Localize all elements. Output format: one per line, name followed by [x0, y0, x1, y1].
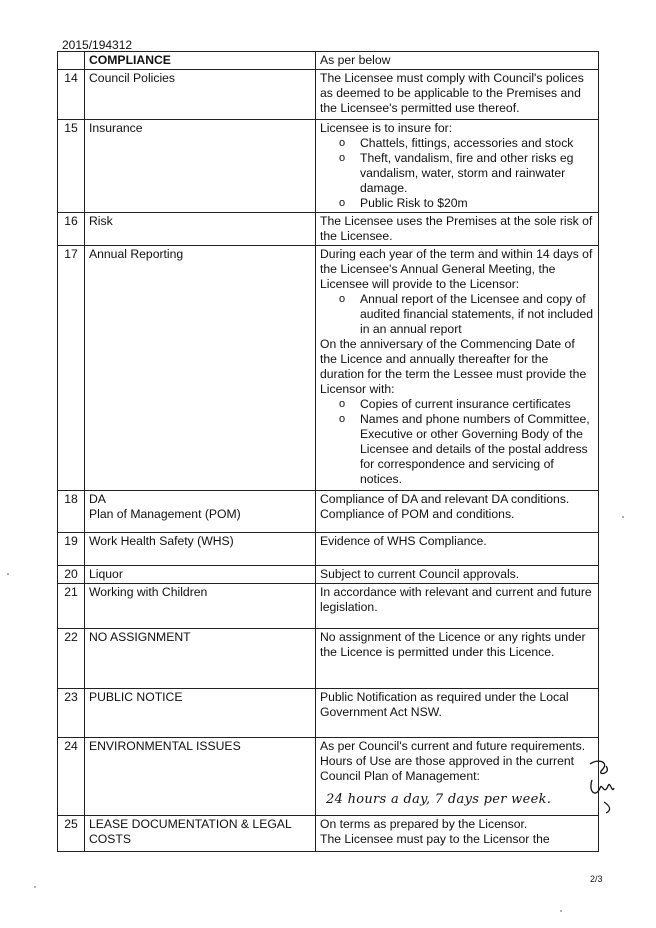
row-item: LEASE DOCUMENTATION & LEGAL COSTS — [85, 816, 316, 852]
row-detail — [316, 816, 599, 852]
table-row — [58, 246, 599, 491]
row-number: 23 — [58, 689, 85, 738]
row-number: 24 — [58, 738, 85, 816]
row-detail: Subject to current Council approvals. — [316, 566, 599, 584]
bullet-item: o Public Risk to $20m — [360, 196, 594, 211]
row-detail: No assignment of the Licence or any rights under the Licence is permitted under this Licence. — [316, 629, 599, 689]
table-row — [58, 816, 599, 852]
row-number: 17 — [58, 246, 85, 491]
item-line: DA — [89, 492, 106, 506]
row-detail: In accordance with relevant and current and future legislation. — [316, 584, 599, 629]
bullet-item: o Copies of current insurance certificates — [360, 397, 594, 412]
detail-line: On terms as prepared by the Licensor. — [320, 817, 528, 831]
row-number: 14 — [58, 70, 85, 120]
handwritten-note: 24 hours a day, 7 days per week. — [326, 792, 552, 807]
row-detail — [316, 491, 599, 533]
bullet-list — [320, 136, 594, 211]
row-item: ENVIRONMENTAL ISSUES — [85, 738, 316, 816]
table-row — [58, 629, 599, 689]
bullet-list — [320, 397, 594, 487]
row-number: 22 — [58, 629, 85, 689]
bullet-item: o Annual report of the Licensee and copy of audited financial statements, if not included in an annual report — [360, 292, 594, 337]
detail-line: Compliance of DA and relevant DA conditions. — [320, 492, 570, 506]
row-detail: Evidence of WHS Compliance. — [316, 533, 599, 566]
table-row — [58, 689, 599, 738]
table-row — [58, 213, 599, 246]
table-row — [58, 70, 599, 120]
page-number: 2/3 — [590, 874, 603, 884]
row-item: Working with Children — [85, 584, 316, 629]
bullet-item: o Chattels, fittings, accessories and stock — [360, 136, 594, 151]
scan-speck — [622, 516, 624, 518]
row-detail: Public Notification as required under the Local Government Act NSW. — [316, 689, 599, 738]
row-item: Liquor — [85, 566, 316, 584]
compliance-table — [57, 51, 599, 852]
row-detail — [316, 120, 599, 213]
row-item: PUBLIC NOTICE — [85, 689, 316, 738]
detail-line: Compliance of POM and conditions. — [320, 507, 515, 521]
scan-speck — [560, 910, 562, 912]
table-row — [58, 584, 599, 629]
table-row — [58, 566, 599, 584]
table-row — [58, 738, 599, 816]
header-detail: As per below — [316, 52, 599, 70]
table-row — [58, 533, 599, 566]
scan-speck — [34, 886, 36, 888]
header-item: COMPLIANCE — [85, 52, 316, 70]
row-number: 20 — [58, 566, 85, 584]
row-number: 21 — [58, 584, 85, 629]
header-num-cell — [58, 52, 85, 70]
detail-line: The Licensee must pay to the Licensor the — [320, 832, 550, 846]
scan-speck — [7, 573, 9, 575]
table-row — [58, 120, 599, 213]
row-number: 25 — [58, 816, 85, 852]
detail-intro-secondary: On the anniversary of the Commencing Date of the Licence and annually thereafter for the duration for the term the Lessee must provide the Licensor with: — [320, 337, 587, 396]
row-number: 18 — [58, 491, 85, 533]
row-number: 16 — [58, 213, 85, 246]
row-detail — [316, 738, 599, 816]
row-detail: The Licensee must comply with Council's polices as deemed to be applicable to the Premises and the Licensee's permitted use thereof. — [316, 70, 599, 120]
item-line: Plan of Management (POM) — [89, 507, 241, 521]
table-header-row — [58, 52, 599, 70]
row-item: Annual Reporting — [85, 246, 316, 491]
row-item: Work Health Safety (WHS) — [85, 533, 316, 566]
row-item — [85, 491, 316, 533]
detail-text: As per Council's current and future requirements. Hours of Use are those approved in the current Council Plan of Management: — [320, 739, 586, 783]
row-number: 19 — [58, 533, 85, 566]
row-item: Council Policies — [85, 70, 316, 120]
bullet-item: o Names and phone numbers of Committee, Executive or other Governing Body of the Licensee and details of the postal address for correspondence and servicing of notices. — [360, 412, 594, 487]
handwritten-initials-icon — [586, 758, 616, 814]
detail-intro: Licensee is to insure for: — [320, 121, 453, 135]
row-detail: The Licensee uses the Premises at the sole risk of the Licensee. — [316, 213, 599, 246]
detail-intro: During each year of the term and within 14 days of the Licensee's Annual General Meeting, the Licensee will provide to the Licensor: — [320, 247, 593, 291]
row-item: NO ASSIGNMENT — [85, 629, 316, 689]
row-number: 15 — [58, 120, 85, 213]
row-detail — [316, 246, 599, 491]
document-reference: 2015/194312 — [62, 38, 133, 52]
table-row — [58, 491, 599, 533]
row-item: Risk — [85, 213, 316, 246]
row-item: Insurance — [85, 120, 316, 213]
bullet-item: o Theft, vandalism, fire and other risks eg vandalism, water, storm and rainwater damage. — [360, 151, 594, 196]
bullet-list — [320, 292, 594, 337]
